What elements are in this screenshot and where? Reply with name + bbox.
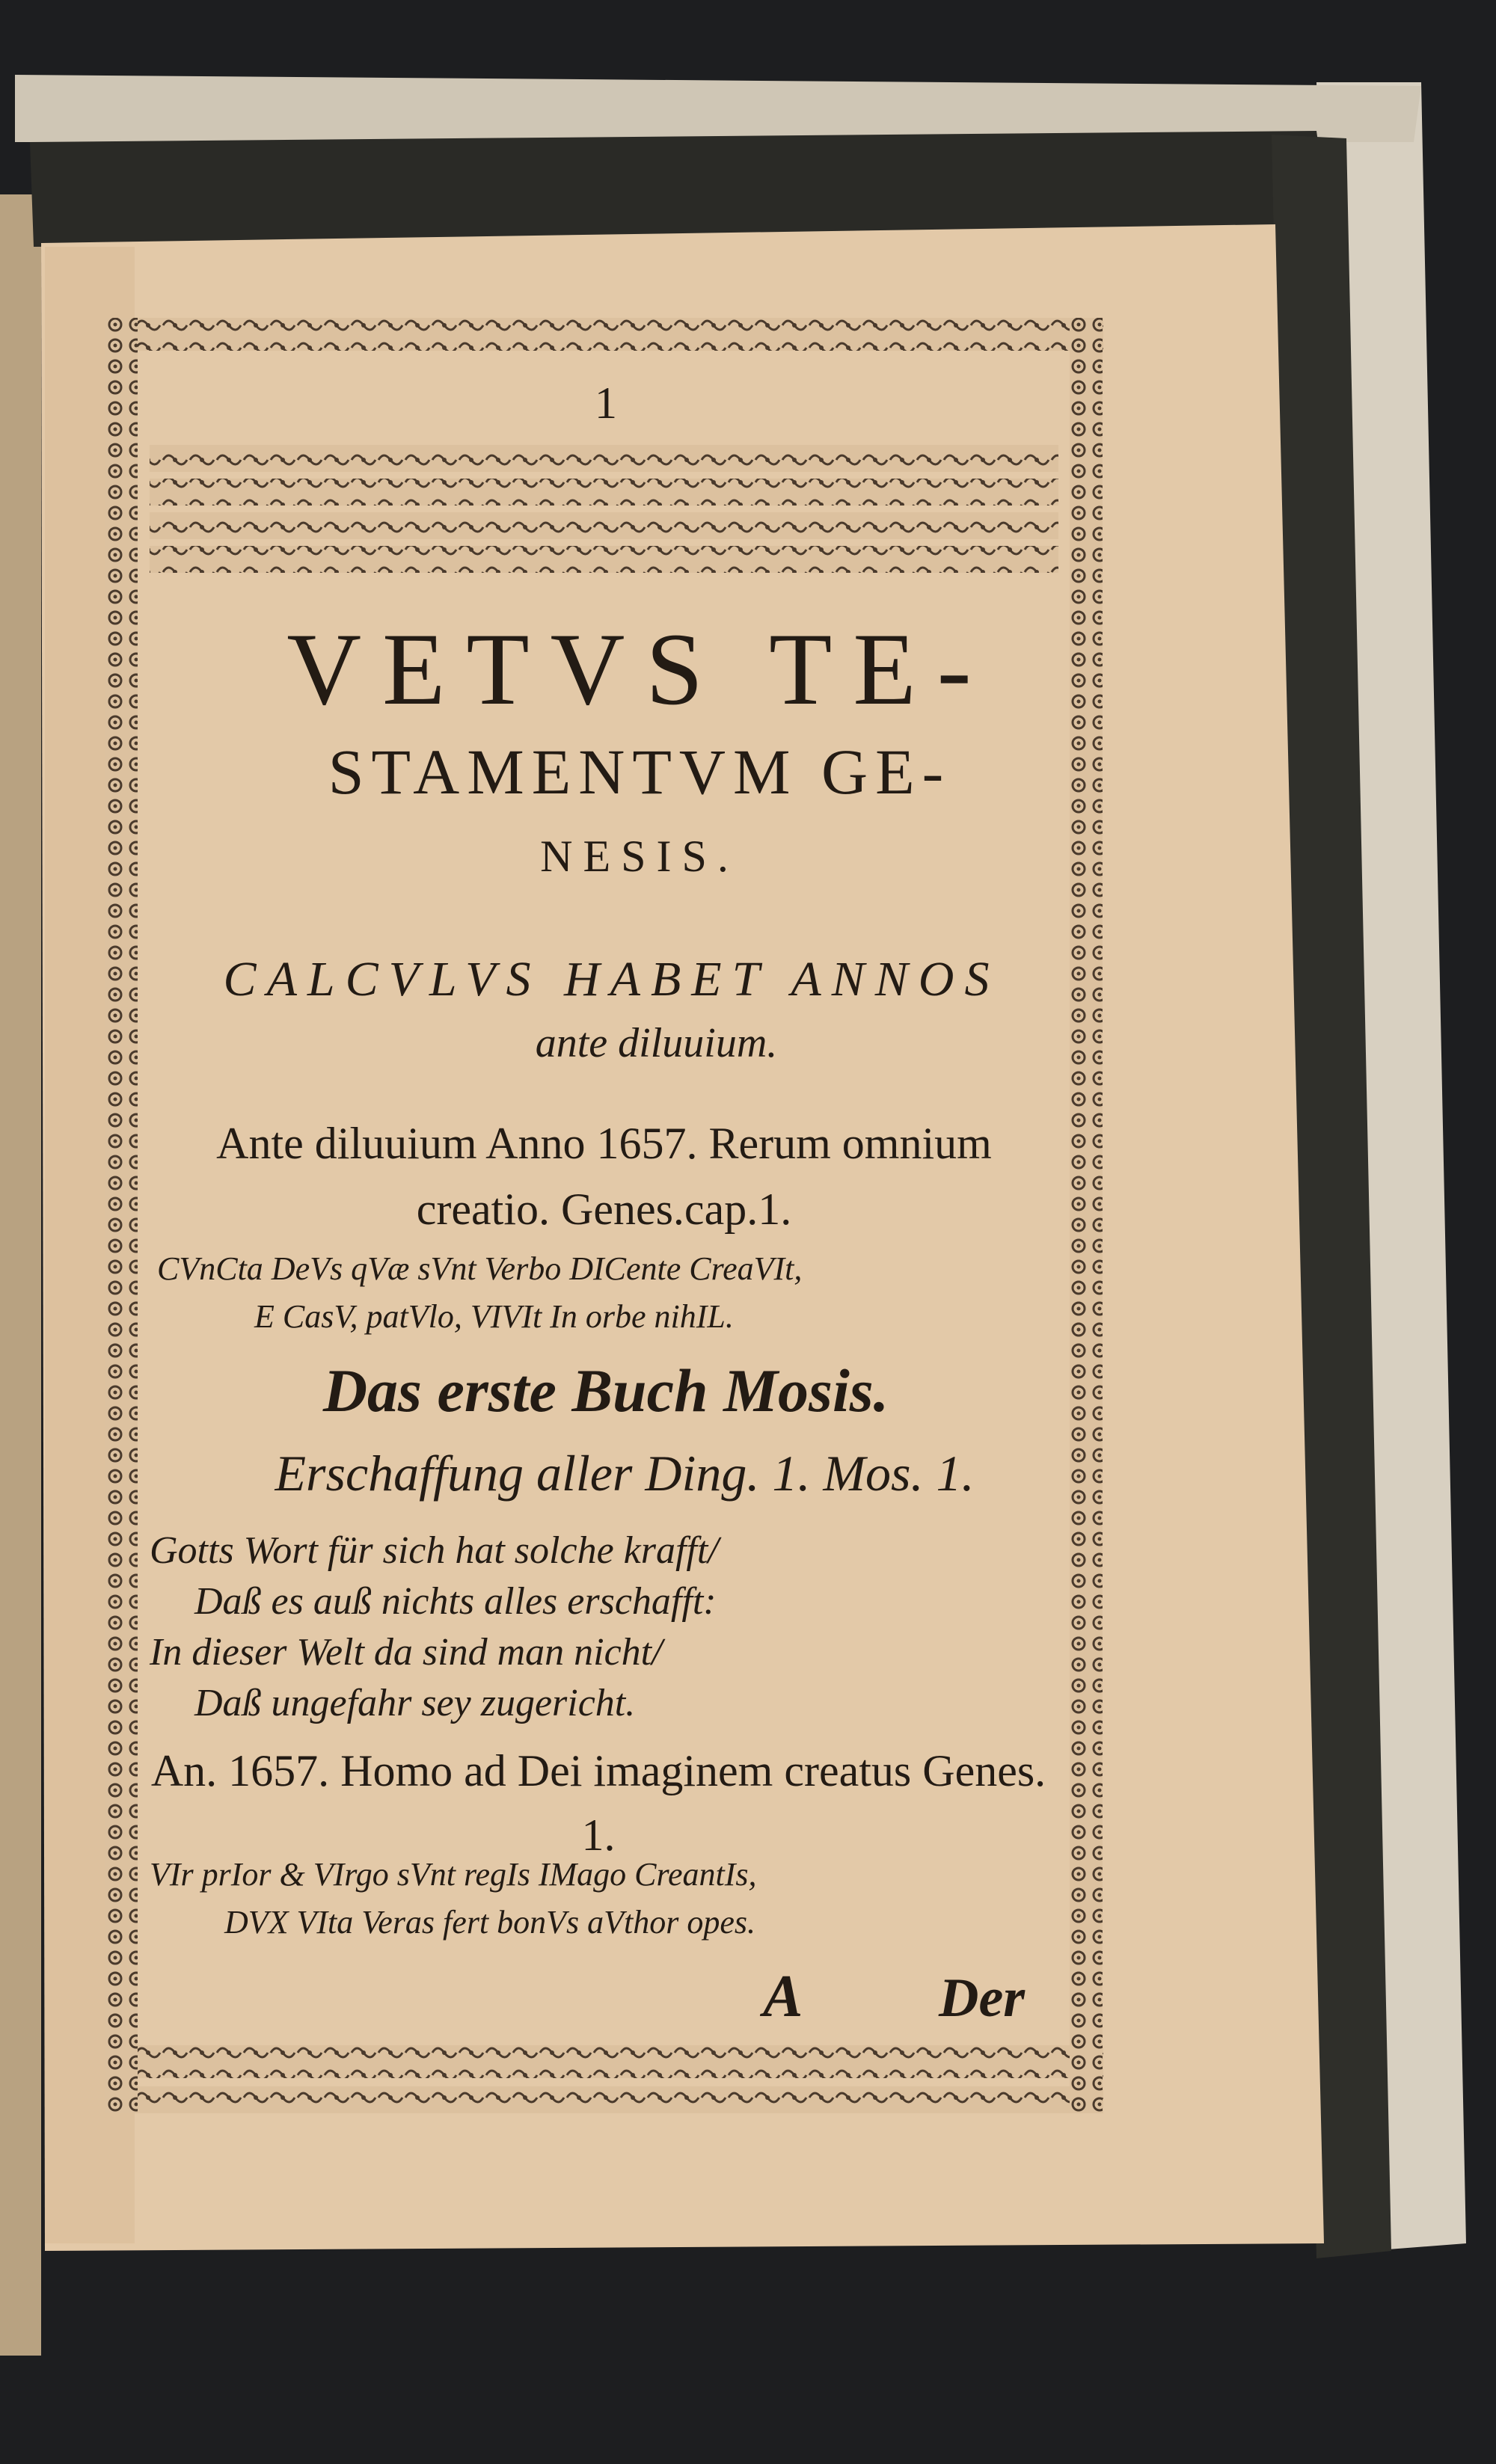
page-number: 1 <box>595 378 617 428</box>
poem-line-3: In dieser Welt da sind man nicht/ <box>150 1631 663 1674</box>
verse-1-line-2: E CasV, patVlo, VIVIt In orbe nihIL. <box>254 1298 734 1335</box>
title-line-3: NESIS. <box>540 832 739 881</box>
verse-1-line-1: CVnCta DeVs qVæ sVnt Verbo DICente CreaVIt, <box>157 1250 803 1287</box>
latin-line-2: An. 1657. Homo ad Dei imaginem creatus Genes. 1. <box>150 1746 1046 1860</box>
verse-2-line-2: DVX VIta Veras fert bonVs aVthor opes. <box>224 1904 756 1941</box>
german-title: Das erste Buch Mosis. <box>322 1357 889 1425</box>
german-poem <box>150 1526 1025 1729</box>
catchword: Der <box>939 1967 1026 2029</box>
poem-line-2: Daß es auß nichts alles erschafft: <box>194 1580 717 1623</box>
latin-verse-2 <box>150 1851 1017 1947</box>
subtitle-line-1: CALCVLVS HABET ANNOS <box>223 952 1000 1007</box>
subtitle-line-2: ante diluuium. <box>535 1020 778 1066</box>
title-line-2: STAMENTVM GE- <box>328 736 951 808</box>
page-title <box>157 613 1122 894</box>
poem-line-1: Gotts Wort für sich hat solche krafft/ <box>150 1529 719 1572</box>
latin-verse-1 <box>157 1245 1017 1341</box>
poem-line-4: Daß ungefahr sey zugericht. <box>194 1682 636 1724</box>
latin-intro: Ante diluuium Anno 1657. Rerum omnium creatio. Genes.cap.1. <box>216 1119 992 1234</box>
signature-mark: A <box>763 1964 803 2030</box>
title-line-1: VETVS TE- <box>286 612 993 726</box>
german-subtitle: Erschaffung aller Ding. 1. Mos. 1. <box>275 1445 975 1502</box>
subtitle <box>153 946 1070 1073</box>
left-page-stub <box>0 194 41 2356</box>
verse-2-line-1: VIr prIor & VIrgo sVnt regIs IMago CreantIs, <box>150 1856 757 1893</box>
